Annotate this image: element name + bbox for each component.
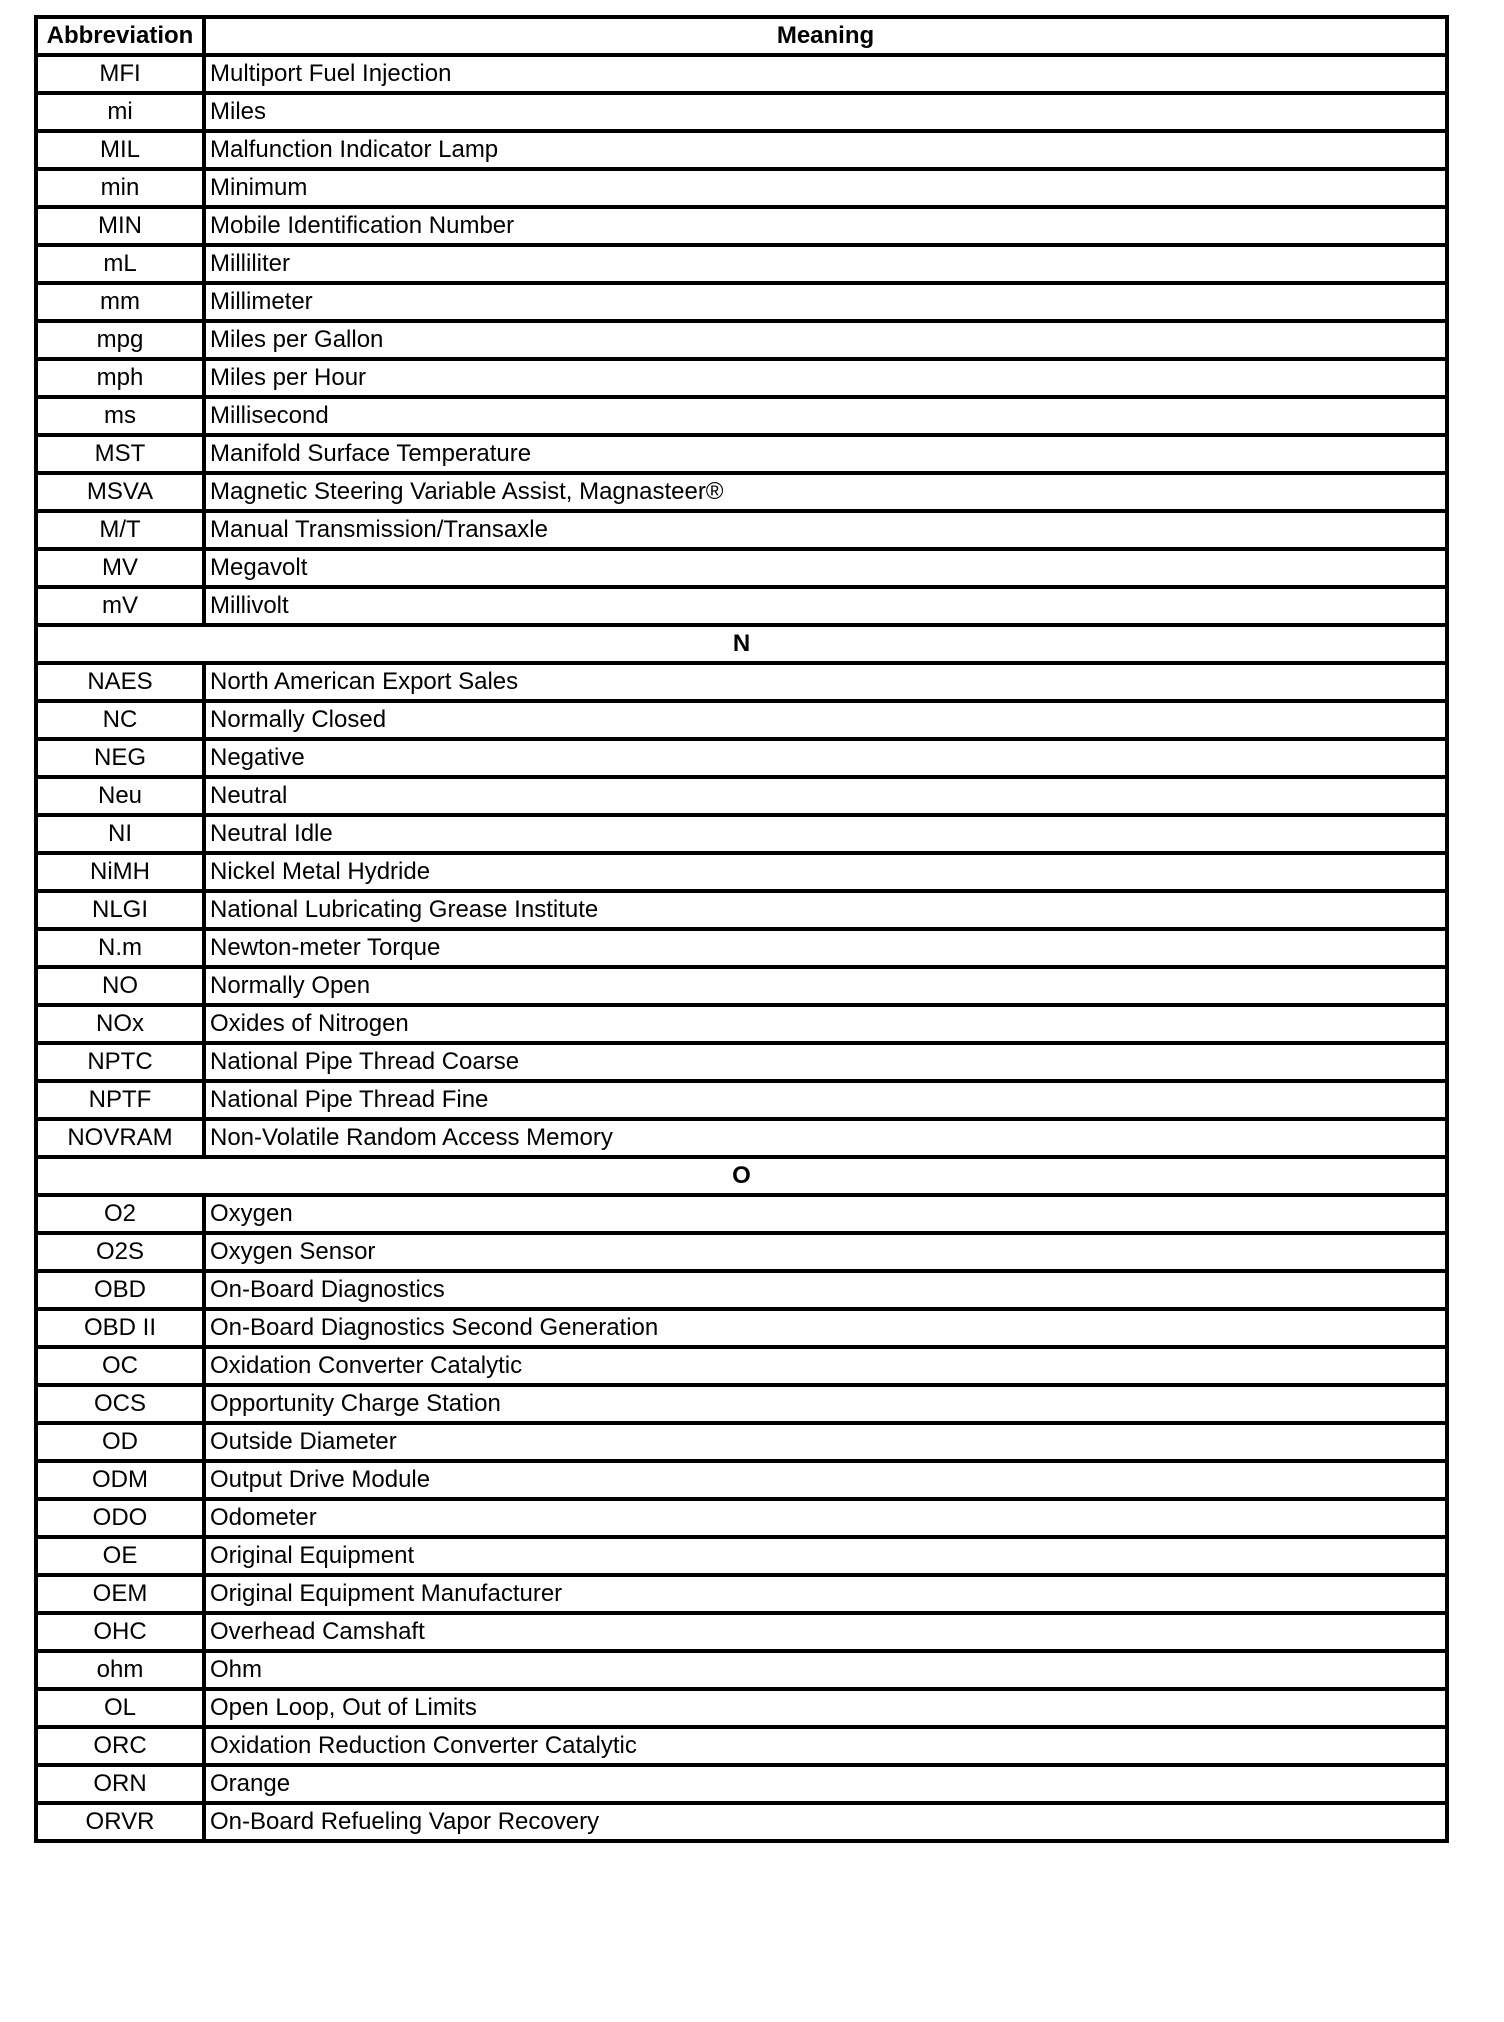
table-row: [36, 853, 1447, 891]
meaning-cell: Megavolt: [204, 549, 1447, 587]
meaning-cell: North American Export Sales: [204, 663, 1447, 701]
meaning-cell: Millivolt: [204, 587, 1447, 625]
table-row: [36, 549, 1447, 587]
table-row: [36, 1271, 1447, 1309]
meaning-cell: Manual Transmission/Transaxle: [204, 511, 1447, 549]
abbreviation-cell: OCS: [36, 1385, 204, 1423]
abbreviation-cell: OBD II: [36, 1309, 204, 1347]
meaning-cell: Miles per Gallon: [204, 321, 1447, 359]
abbreviation-column-header: Abbreviation: [36, 17, 204, 55]
meaning-cell: Oxides of Nitrogen: [204, 1005, 1447, 1043]
table-row: [36, 1119, 1447, 1157]
table-row: [36, 1499, 1447, 1537]
table-header-row: [36, 17, 1447, 55]
table-row: [36, 1575, 1447, 1613]
abbreviation-cell: NLGI: [36, 891, 204, 929]
meaning-cell: Mobile Identification Number: [204, 207, 1447, 245]
abbreviation-cell: mV: [36, 587, 204, 625]
abbreviation-cell: NOVRAM: [36, 1119, 204, 1157]
abbreviation-cell: NPTF: [36, 1081, 204, 1119]
abbreviation-cell: MST: [36, 435, 204, 473]
meaning-cell: Normally Open: [204, 967, 1447, 1005]
table-row: [36, 435, 1447, 473]
abbreviation-cell: ORN: [36, 1765, 204, 1803]
table-row: [36, 929, 1447, 967]
meaning-cell: Magnetic Steering Variable Assist, Magnasteer®: [204, 473, 1447, 511]
abbreviation-cell: NiMH: [36, 853, 204, 891]
table-row: [36, 397, 1447, 435]
abbreviation-cell: OC: [36, 1347, 204, 1385]
meaning-cell: Odometer: [204, 1499, 1447, 1537]
abbreviation-cell: MSVA: [36, 473, 204, 511]
table-row: [36, 739, 1447, 777]
abbreviation-cell: ORVR: [36, 1803, 204, 1841]
section-header-row: [36, 1157, 1447, 1195]
abbreviation-table: [34, 15, 1449, 1843]
meaning-cell: National Pipe Thread Coarse: [204, 1043, 1447, 1081]
table-row: [36, 1081, 1447, 1119]
abbreviation-cell: ohm: [36, 1651, 204, 1689]
abbreviation-cell: MFI: [36, 55, 204, 93]
table-row: [36, 701, 1447, 739]
section-letter: N: [36, 625, 1447, 663]
table-row: [36, 587, 1447, 625]
meaning-cell: National Pipe Thread Fine: [204, 1081, 1447, 1119]
table-row: [36, 1385, 1447, 1423]
table-row: [36, 1195, 1447, 1233]
abbreviation-cell: OL: [36, 1689, 204, 1727]
abbreviation-cell: NAES: [36, 663, 204, 701]
abbreviation-cell: mpg: [36, 321, 204, 359]
table-row: [36, 1803, 1447, 1841]
meaning-cell: National Lubricating Grease Institute: [204, 891, 1447, 929]
abbreviation-cell: NO: [36, 967, 204, 1005]
abbreviation-cell: min: [36, 169, 204, 207]
table-row: [36, 1765, 1447, 1803]
table-row: [36, 93, 1447, 131]
table-row: [36, 511, 1447, 549]
meaning-cell: Newton-meter Torque: [204, 929, 1447, 967]
meaning-cell: Milliliter: [204, 245, 1447, 283]
abbreviation-cell: mph: [36, 359, 204, 397]
table-row: [36, 1309, 1447, 1347]
table-row: [36, 663, 1447, 701]
meaning-cell: Millisecond: [204, 397, 1447, 435]
table-row: [36, 359, 1447, 397]
table-row: [36, 1005, 1447, 1043]
abbreviation-cell: OBD: [36, 1271, 204, 1309]
abbreviation-cell: MIN: [36, 207, 204, 245]
table-row: [36, 1043, 1447, 1081]
table-row: [36, 1613, 1447, 1651]
meaning-cell: Original Equipment: [204, 1537, 1447, 1575]
abbreviation-cell: mi: [36, 93, 204, 131]
meaning-cell: Miles per Hour: [204, 359, 1447, 397]
abbreviation-cell: MIL: [36, 131, 204, 169]
meaning-cell: Original Equipment Manufacturer: [204, 1575, 1447, 1613]
table-row: [36, 1347, 1447, 1385]
meaning-cell: Neutral Idle: [204, 815, 1447, 853]
abbreviation-cell: O2S: [36, 1233, 204, 1271]
abbreviation-cell: NC: [36, 701, 204, 739]
table-row: [36, 55, 1447, 93]
abbreviation-cell: MV: [36, 549, 204, 587]
abbreviation-cell: NPTC: [36, 1043, 204, 1081]
abbreviation-table-container: [34, 15, 1445, 1843]
meaning-cell: Normally Closed: [204, 701, 1447, 739]
table-row: [36, 1233, 1447, 1271]
table-row: [36, 891, 1447, 929]
table-row: [36, 1651, 1447, 1689]
meaning-cell: Minimum: [204, 169, 1447, 207]
meaning-cell: Multiport Fuel Injection: [204, 55, 1447, 93]
abbreviation-cell: NI: [36, 815, 204, 853]
abbreviation-cell: NOx: [36, 1005, 204, 1043]
table-row: [36, 245, 1447, 283]
table-row: [36, 131, 1447, 169]
table-body: [36, 55, 1447, 1841]
meaning-cell: On-Board Diagnostics: [204, 1271, 1447, 1309]
abbreviation-cell: mL: [36, 245, 204, 283]
abbreviation-cell: mm: [36, 283, 204, 321]
section-letter: O: [36, 1157, 1447, 1195]
meaning-cell: On-Board Diagnostics Second Generation: [204, 1309, 1447, 1347]
meaning-cell: Overhead Camshaft: [204, 1613, 1447, 1651]
meaning-cell: Oxidation Reduction Converter Catalytic: [204, 1727, 1447, 1765]
meaning-cell: Millimeter: [204, 283, 1447, 321]
abbreviation-cell: Neu: [36, 777, 204, 815]
meaning-cell: Negative: [204, 739, 1447, 777]
meaning-cell: Manifold Surface Temperature: [204, 435, 1447, 473]
meaning-cell: Outside Diameter: [204, 1423, 1447, 1461]
abbreviation-cell: OEM: [36, 1575, 204, 1613]
table-row: [36, 207, 1447, 245]
meaning-cell: Open Loop, Out of Limits: [204, 1689, 1447, 1727]
meaning-cell: Ohm: [204, 1651, 1447, 1689]
table-row: [36, 815, 1447, 853]
meaning-cell: Oxidation Converter Catalytic: [204, 1347, 1447, 1385]
table-row: [36, 967, 1447, 1005]
abbreviation-cell: OD: [36, 1423, 204, 1461]
table-row: [36, 1689, 1447, 1727]
abbreviation-cell: O2: [36, 1195, 204, 1233]
table-row: [36, 321, 1447, 359]
abbreviation-cell: ORC: [36, 1727, 204, 1765]
abbreviation-cell: M/T: [36, 511, 204, 549]
meaning-cell: Nickel Metal Hydride: [204, 853, 1447, 891]
abbreviation-cell: NEG: [36, 739, 204, 777]
abbreviation-cell: ms: [36, 397, 204, 435]
abbreviation-cell: ODO: [36, 1499, 204, 1537]
meaning-cell: Oxygen Sensor: [204, 1233, 1447, 1271]
table-row: [36, 473, 1447, 511]
meaning-cell: Non-Volatile Random Access Memory: [204, 1119, 1447, 1157]
meaning-cell: Malfunction Indicator Lamp: [204, 131, 1447, 169]
table-row: [36, 1727, 1447, 1765]
meaning-column-header: Meaning: [204, 17, 1447, 55]
table-row: [36, 1537, 1447, 1575]
table-row: [36, 777, 1447, 815]
section-header-row: [36, 625, 1447, 663]
meaning-cell: Orange: [204, 1765, 1447, 1803]
meaning-cell: Oxygen: [204, 1195, 1447, 1233]
meaning-cell: Output Drive Module: [204, 1461, 1447, 1499]
abbreviation-cell: N.m: [36, 929, 204, 967]
meaning-cell: Opportunity Charge Station: [204, 1385, 1447, 1423]
meaning-cell: Neutral: [204, 777, 1447, 815]
table-row: [36, 1423, 1447, 1461]
table-row: [36, 169, 1447, 207]
abbreviation-cell: ODM: [36, 1461, 204, 1499]
meaning-cell: Miles: [204, 93, 1447, 131]
table-row: [36, 283, 1447, 321]
abbreviation-cell: OE: [36, 1537, 204, 1575]
table-row: [36, 1461, 1447, 1499]
meaning-cell: On-Board Refueling Vapor Recovery: [204, 1803, 1447, 1841]
abbreviation-cell: OHC: [36, 1613, 204, 1651]
